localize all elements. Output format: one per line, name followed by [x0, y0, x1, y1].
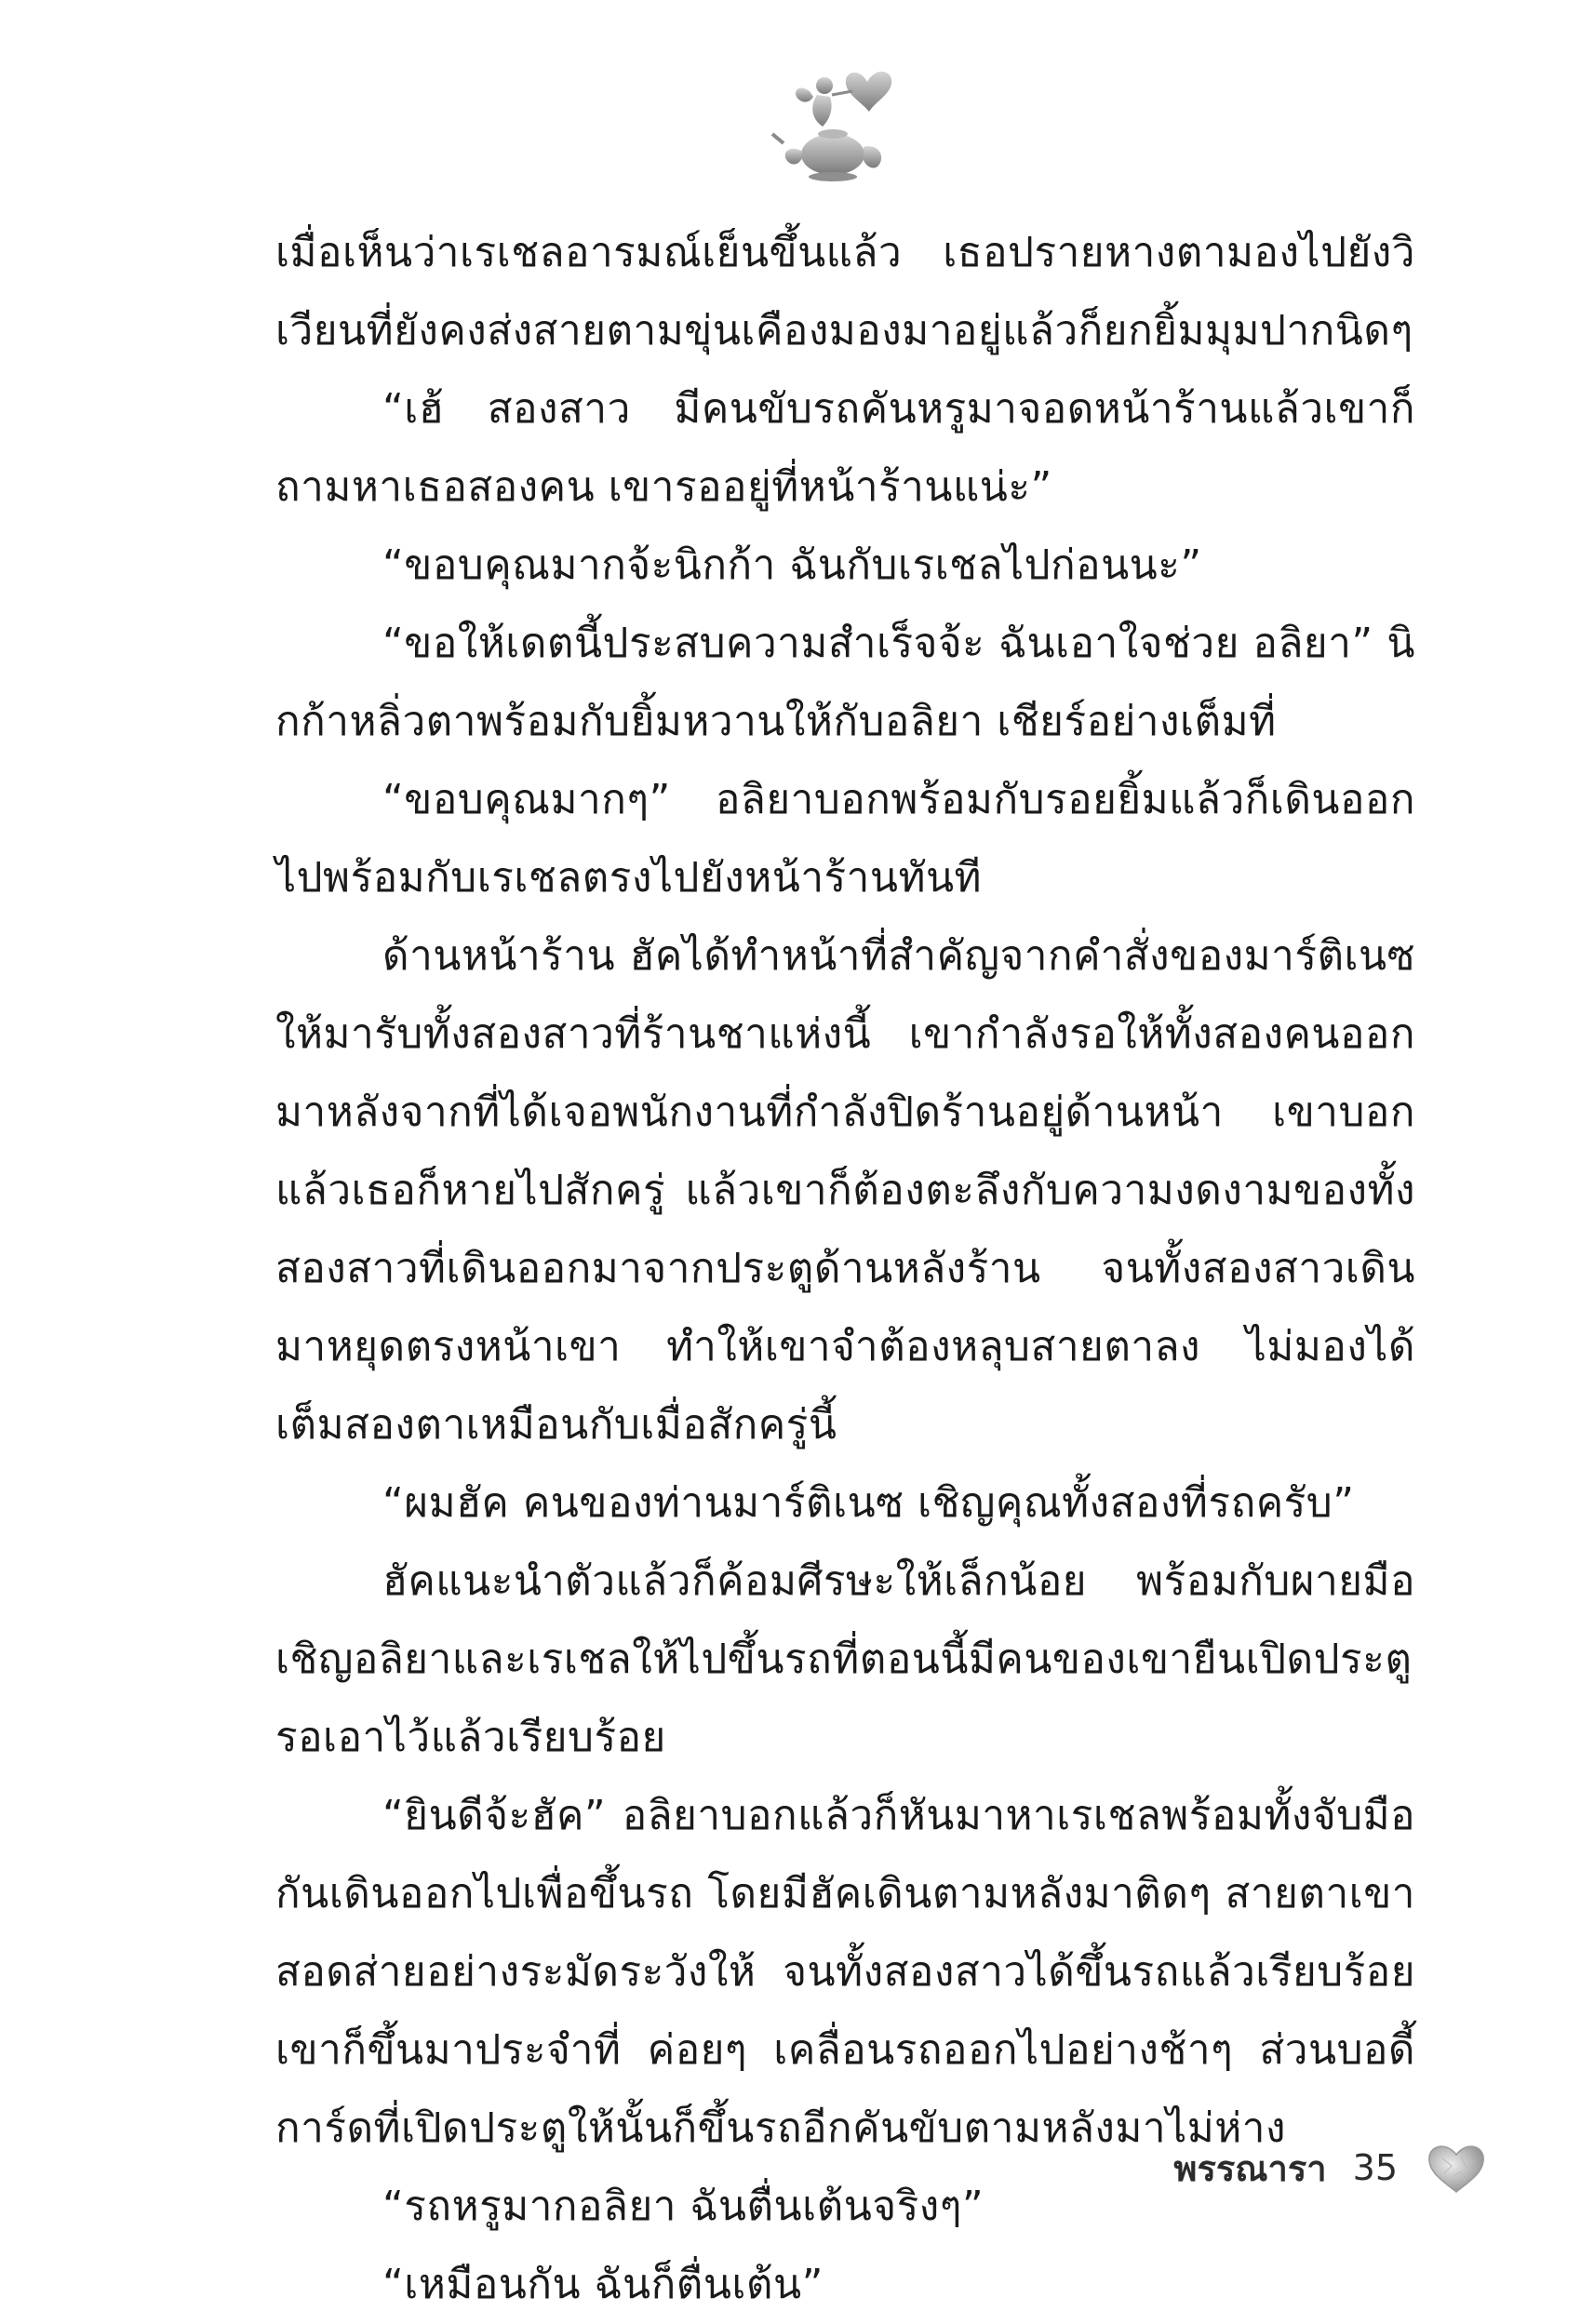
paragraph: “ยินดีจ้ะฮัค” อลิยาบอกแล้วก็หันมาหาเรเชลพร้อมทั้งจับมือกันเดินออกไปเพื่อขึ้นรถ โดยมีฮัคเดินตามหลังมาติดๆ สายตาเขาสอดส่ายอย่างระมัดระวังให้ จนทั้งสองสาวได้ขึ้นรถแล้วเรียบร้อย เขาก็ขึ้นมาประจำที่ ค่อยๆ เคลื่อนรถออกไปอย่างช้าๆ ส่วนบอดี้การ์ดที่เปิดประตูให้นั้นก็ขึ้นรถอีกคันขับตามหลังมาไม่ห่าง: [275, 1792, 1415, 2152]
paragraph: ด้านหน้าร้าน ฮัคได้ทำหน้าที่สำคัญจากคำสั่งของมาร์ติเนซให้มารับทั้งสองสาวที่ร้านชาแห่งนี้ เขากำลังรอให้ทั้งสองคนออกมาหลังจากที่ได้เจอพนักงานที่กำลังปิดร้านอยู่ด้านหน้า เขาบอกแล้วเธอก็หายไปสักครู่ แล้วเขาก็ต้องตะลึงกับความงดงามของทั้งสองสาวที่เดินออกมาจากประตูด้านหลังร้าน จนทั้งสองสาวเดินมาหยุดตรงหน้าเขา ทำให้เขาจำต้องหลุบสายตาลง ไม่มองได้เต็มสองตาเหมือนกับเมื่อสักครู่นี้: [275, 932, 1415, 1449]
paragraph: “เฮ้ สองสาว มีคนขับรถคันหรูมาจอดหน้าร้านแล้วเขาก็ถามหาเธอสองคน เขารออยู่ที่หน้าร้านแน่ะ”: [275, 385, 1415, 511]
heart-ornament-icon: [1424, 2140, 1489, 2196]
paragraph: “ขอบคุณมากๆ” อลิยาบอกพร้อมกับรอยยิ้มแล้วก็เดินออกไปพร้อมกับเรเชลตรงไปยังหน้าร้านทันที: [275, 776, 1415, 902]
page-number: 35: [1352, 2147, 1398, 2188]
paragraph: “ขอให้เดตนี้ประสบความสำเร็จจ้ะ ฉันเอาใจช่วย อลิยา” นิกก้าหลิ่วตาพร้อมกับยิ้มหวานให้กับอลิยา เชียร์อย่างเต็มที่: [275, 620, 1415, 745]
paragraph: “ผมฮัค คนของท่านมาร์ติเนซ เชิญคุณทั้งสองที่รถครับ”: [382, 1479, 1355, 1527]
page-footer: [1098, 2130, 1489, 2205]
paragraph: “ขอบคุณมากจ้ะนิกก้า ฉันกับเรเชลไปก่อนนะ”: [382, 541, 1202, 589]
book-title: พรรณารา: [1173, 2147, 1327, 2189]
chapter-body-text: [275, 214, 1415, 2324]
paragraph: เมื่อเห็นว่าเรเชลอารมณ์เย็นขึ้นแล้ว เธอปรายหางตามองไปยังวิเวียนที่ยังคงส่งสายตามขุ่นเคืองมองมาอยู่แล้วก็ยกยิ้มมุมปากนิดๆ: [275, 229, 1415, 354]
paragraph: “เหมือนกัน ฉันก็ตื่นเต้น”: [382, 2261, 824, 2308]
paragraph: “รถหรูมากอลิยา ฉันตื่นเต้นจริงๆ”: [382, 2183, 985, 2230]
paragraph: ฮัคแนะนำตัวแล้วก็ค้อมศีรษะให้เล็กน้อย พร้อมกับผายมือเชิญอลิยาและเรเชลให้ไปขึ้นรถที่ตอนนี้มีคนของเขายืนเปิดประตูรอเอาไว้แล้วเรียบร้อย: [275, 1557, 1415, 1761]
cupid-teapot-icon: [763, 54, 903, 194]
